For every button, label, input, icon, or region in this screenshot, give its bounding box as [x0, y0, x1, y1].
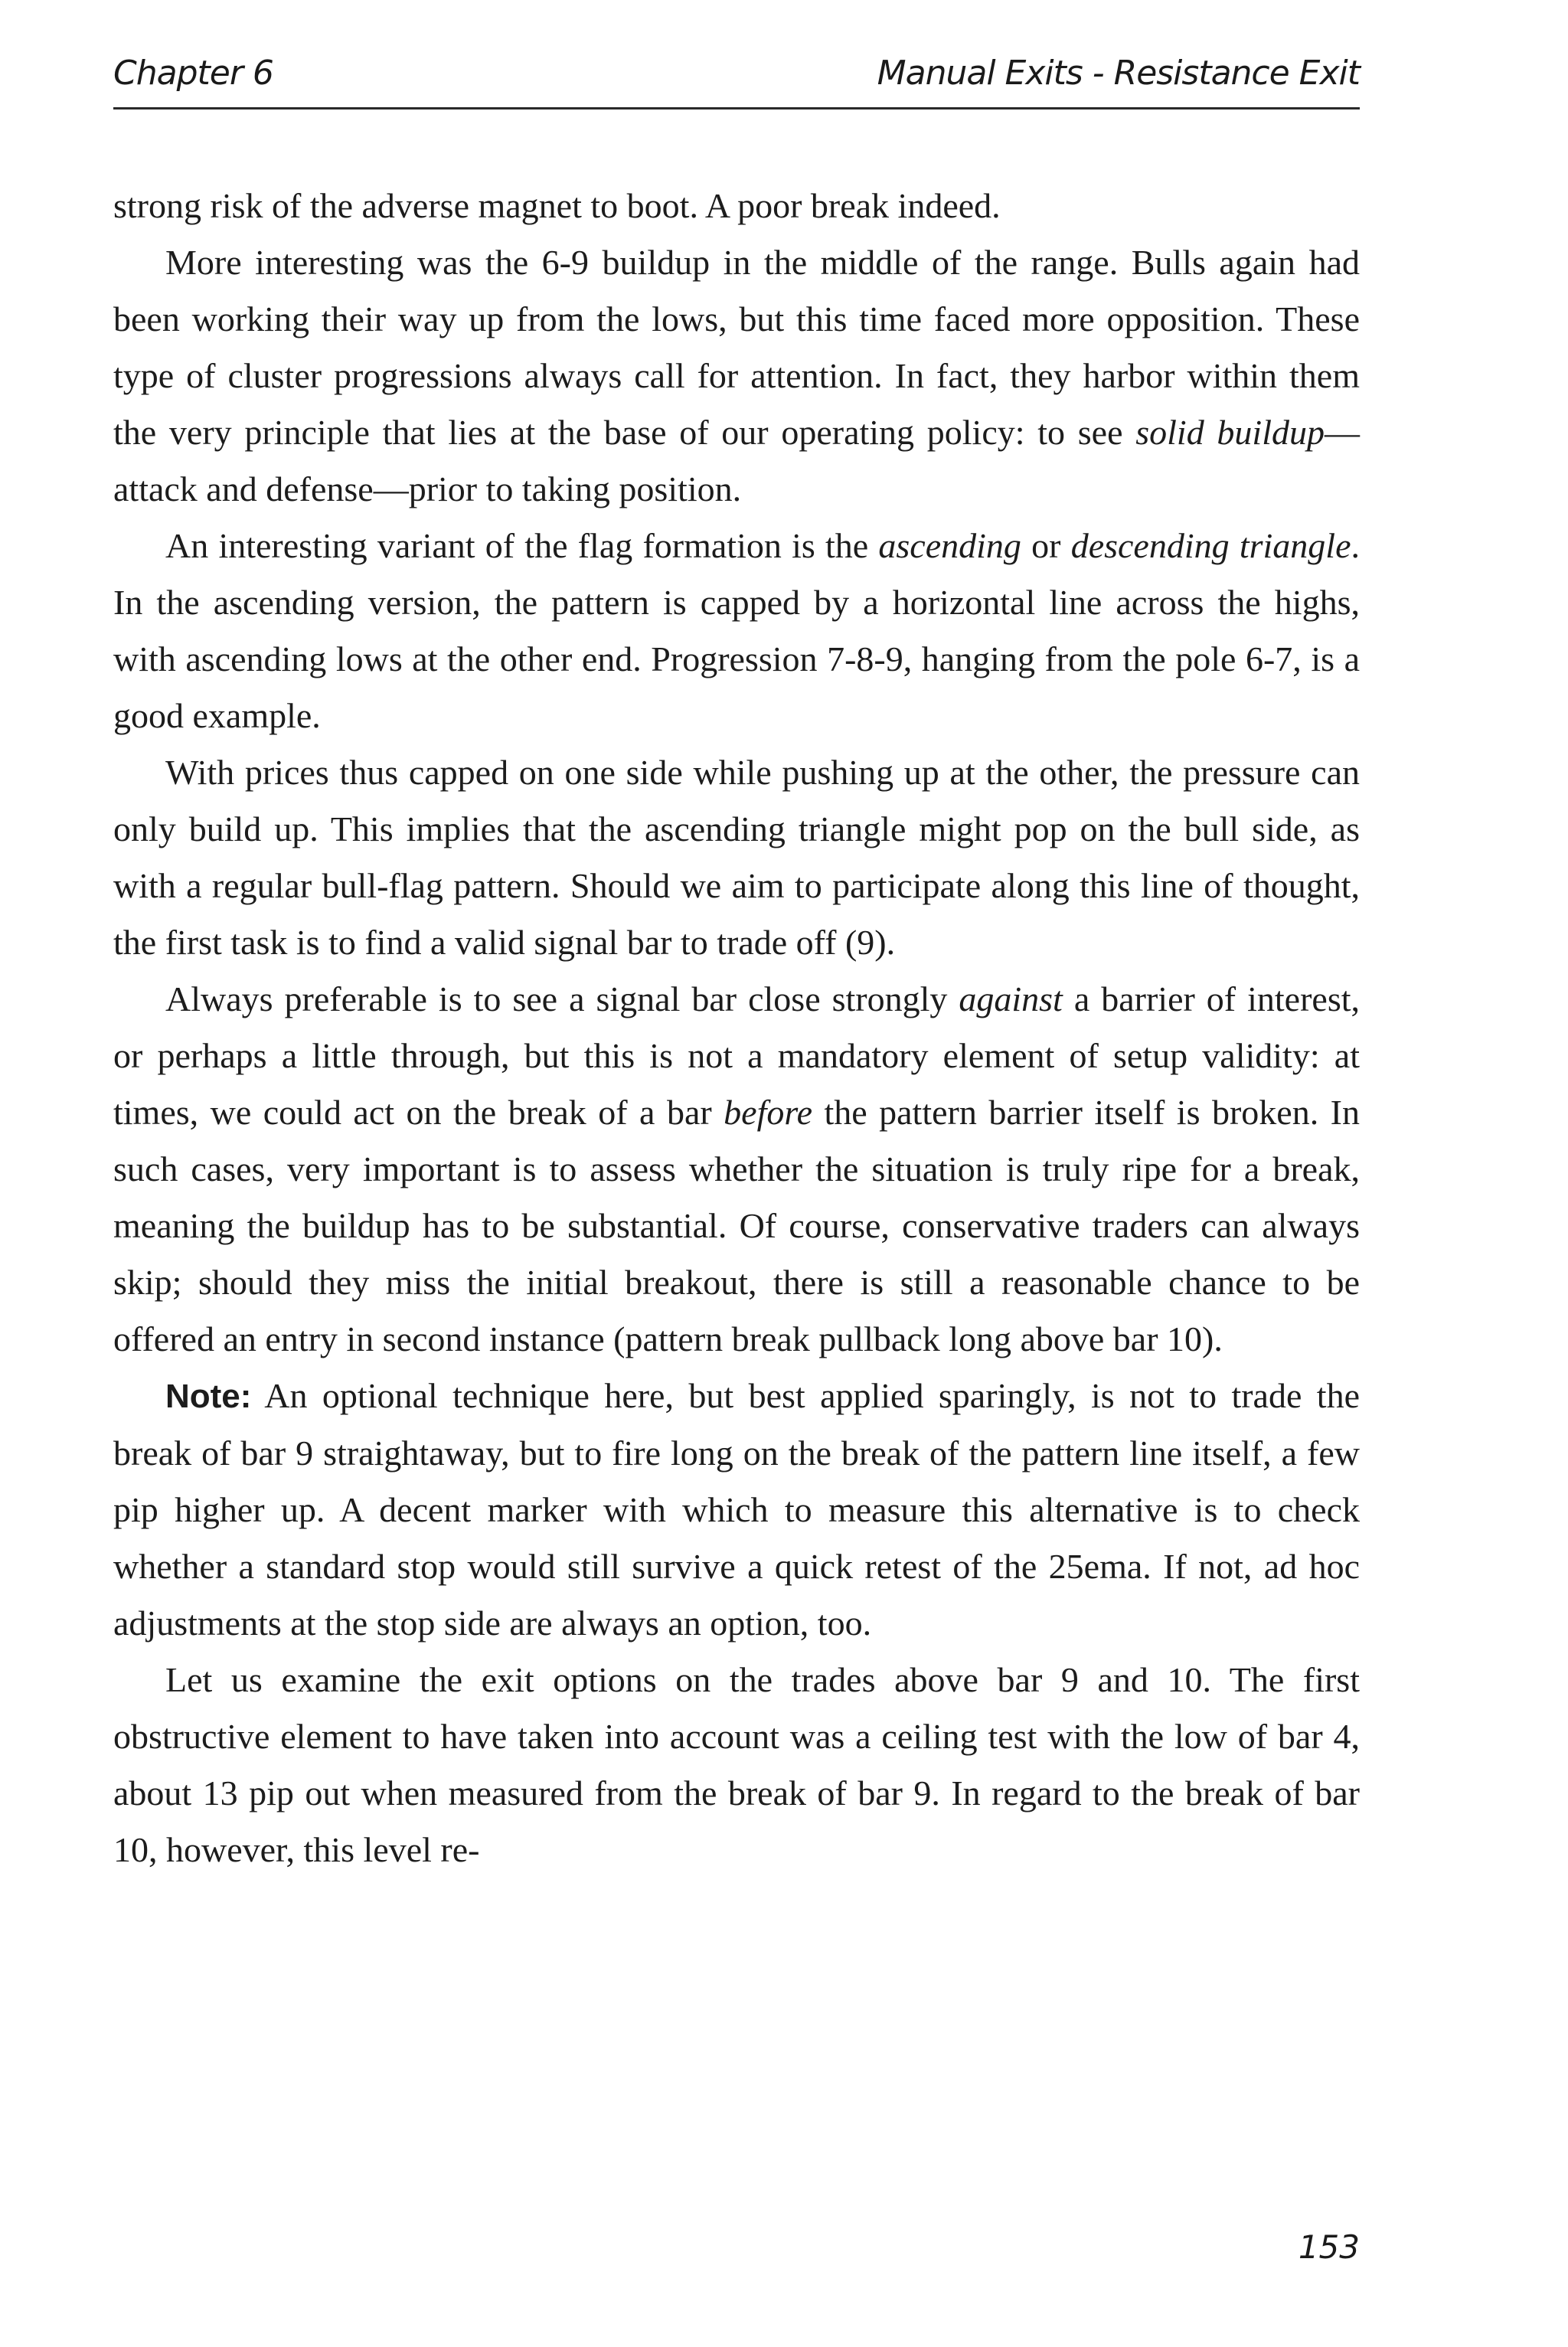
section-title: Manual Exits - Resistance Exit: [877, 54, 1360, 93]
body-text: [113, 178, 1360, 1878]
paragraph: [113, 178, 1360, 234]
emphasis: against: [959, 979, 1063, 1018]
text-run: a barrier of interest, or perhaps a little through, but this is not a mandatory element of setup validity: at times, we could act on the break of a bar: [113, 979, 1361, 1132]
text-run: Always preferable is to see a signal bar close strongly: [165, 979, 959, 1018]
text-run: Let us examine the exit options on the trades above bar 9 and 10. The first obstructive element to have taken into account was a ceiling test with the low of bar 4, about 13 pip out when measured from the break of bar 9. In regard to the break of bar 10, however, this level re-: [113, 1660, 1360, 1869]
text-run: An interesting variant of the flag formation is the: [165, 526, 879, 565]
emphasis: solid buildup: [1135, 413, 1325, 452]
emphasis: descending triangle: [1070, 526, 1351, 565]
running-header: [113, 49, 1360, 110]
text-run: —attack and defense—prior to taking position.: [113, 413, 1360, 508]
emphasis: ascending: [878, 526, 1021, 565]
chapter-label: Chapter 6: [113, 54, 273, 93]
note-label: Note:: [165, 1378, 252, 1415]
text-run: With prices thus capped on one side while pushing up at the other, the pressure can only build up. This implies that the ascending triangle might pop on the bull side, as with a regular bull-flag pattern. Should we aim to participate along this line of thought, the first task is to find a valid signal bar to trade off (9).: [113, 753, 1360, 962]
text-run: More interesting was the 6-9 buildup in the middle of the range. Bulls again had been working their way up from the lows, but this time faced more opposition. These type of cluster progressions always call for attention. In fact, they harbor within them the very principle that lies at the base of our operating policy: to see: [113, 243, 1360, 452]
paragraph: [113, 234, 1360, 518]
paragraph: [113, 971, 1360, 1368]
text-run: . In the ascending version, the pattern is capped by a horizontal line across the highs, with ascending lows at the other end. Progression 7-8-9, hanging from the pole 6-7, is a good example.: [113, 526, 1360, 735]
paragraph: [113, 1652, 1360, 1878]
paragraph: [113, 744, 1360, 971]
paragraph: [113, 518, 1360, 744]
page-number: 153: [1298, 2228, 1360, 2266]
paragraph: [113, 1368, 1360, 1652]
text-run: the pattern barrier itself is broken. In such cases, very important is to assess whether the situation is truly ripe for a break, meaning the buildup has to be substantial. Of course, conservative traders can always skip; should they miss the initial breakout, there is still a reasonable chance to be offered an entry in second instance (pattern break pullback long above bar 10).: [113, 1093, 1360, 1358]
emphasis: before: [724, 1093, 812, 1132]
text-run: or: [1021, 526, 1071, 565]
text-run: An optional technique here, but best applied sparingly, is not to trade the break of bar 9 straightaway, but to fire long on the break of the pattern line itself, a few pip higher up. A decent marker with which to measure this alternative is to check whether a standard stop would still survive a quick retest of the 25ema. If not, ad hoc adjustments at the stop side are always an option, too.: [113, 1376, 1360, 1643]
text-run: strong risk of the adverse magnet to boot. A poor break indeed.: [113, 186, 1001, 225]
